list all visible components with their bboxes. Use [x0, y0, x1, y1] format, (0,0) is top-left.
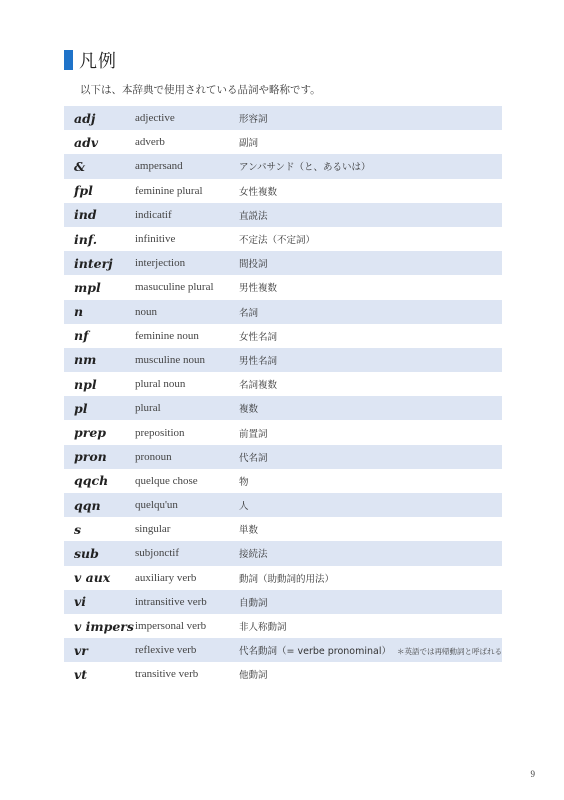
english-term: musculine noun: [135, 353, 205, 366]
japanese-term: 女性名詞: [239, 331, 278, 343]
japanese-term: 直説法: [239, 210, 268, 222]
english-term: singular: [135, 523, 171, 536]
japanese-cell: [239, 377, 277, 391]
english-term: ampersand: [135, 160, 183, 173]
japanese-term: 形容詞: [239, 114, 268, 126]
japanese-term: 間投詞: [239, 259, 268, 271]
table-row: [64, 493, 502, 517]
english-term: preposition: [135, 426, 185, 439]
english-term: quelqu'un: [135, 499, 178, 512]
english-term: reflexive verb: [135, 644, 197, 657]
abbreviation: qqn: [74, 497, 101, 513]
english-term: quelque chose: [135, 474, 198, 487]
japanese-cell: [239, 667, 268, 681]
table-row: [64, 396, 502, 420]
japanese-term: 他動詞: [239, 670, 268, 682]
japanese-term: 男性複数: [239, 283, 278, 295]
english-term: intransitive verb: [135, 595, 207, 608]
japanese-cell: [239, 305, 258, 319]
section-heading: [64, 49, 117, 71]
japanese-term: 複数: [239, 404, 259, 416]
japanese-cell: [239, 208, 268, 222]
abbreviation: vi: [74, 594, 87, 610]
english-term: feminine plural: [135, 184, 203, 197]
english-term: transitive verb: [135, 668, 199, 681]
english-term: subjonctif: [135, 547, 179, 560]
japanese-term: 代名動詞（= verbe pronominal）: [239, 646, 391, 658]
japanese-cell: [239, 232, 315, 246]
abbreviation: fpl: [74, 183, 93, 199]
japanese-term: 男性名詞: [239, 355, 278, 367]
japanese-term: 単数: [239, 525, 259, 537]
english-term: infinitive: [135, 233, 176, 246]
japanese-cell: [239, 256, 268, 270]
table-row: [64, 179, 502, 203]
japanese-term: 名詞複数: [239, 380, 278, 392]
japanese-cell: [239, 498, 249, 512]
japanese-cell: [239, 643, 502, 657]
japanese-cell: [239, 111, 268, 125]
japanese-term: 不定法（不定詞）: [239, 235, 316, 247]
abbreviation: nf: [74, 328, 89, 344]
english-term: interjection: [135, 257, 186, 270]
japanese-term: 人: [239, 501, 249, 513]
japanese-term: 名詞: [239, 307, 259, 319]
abbreviation: interj: [74, 255, 113, 271]
table-row: [64, 445, 502, 469]
japanese-term: 非人称動詞: [239, 622, 287, 634]
japanese-cell: [239, 474, 249, 488]
abbreviation: prep: [74, 425, 107, 441]
abbreviation: v impers: [74, 618, 134, 634]
japanese-cell: [239, 426, 268, 440]
abbreviation: npl: [74, 376, 97, 392]
japanese-cell: [239, 329, 277, 343]
table-row: [64, 130, 502, 154]
english-term: feminine noun: [135, 329, 199, 342]
abbreviation: inf.: [74, 231, 98, 247]
english-term: impersonal verb: [135, 620, 207, 633]
japanese-cell: [239, 450, 268, 464]
table-row: [64, 420, 502, 444]
japanese-term: アンパサンド（と、あるいは）: [239, 162, 371, 174]
table-row: [64, 662, 502, 686]
abbreviation: v aux: [74, 570, 111, 586]
japanese-cell: [239, 159, 370, 173]
japanese-term: 接続法: [239, 549, 268, 561]
abbreviation: qqch: [74, 473, 109, 489]
japanese-cell: [239, 619, 287, 633]
table-row: [64, 541, 502, 565]
table-row: [64, 517, 502, 541]
english-term: plural noun: [135, 378, 186, 391]
english-term: pronoun: [135, 450, 172, 463]
abbreviation: vr: [74, 642, 88, 658]
abbreviation: adv: [74, 134, 99, 150]
japanese-cell: [239, 522, 258, 536]
japanese-cell: [239, 280, 277, 294]
table-row: [64, 372, 502, 396]
abbreviation: pron: [74, 449, 107, 465]
english-term: masuculine plural: [135, 281, 214, 294]
japanese-cell: [239, 571, 334, 585]
japanese-cell: [239, 546, 268, 560]
abbreviation: nm: [74, 352, 97, 368]
english-term: adverb: [135, 136, 165, 149]
table-row: [64, 203, 502, 227]
table-row: [64, 251, 502, 275]
japanese-term: 物: [239, 476, 249, 488]
table-row: [64, 614, 502, 638]
table-row: [64, 566, 502, 590]
table-row: [64, 348, 502, 372]
japanese-term: 代名詞: [239, 452, 268, 464]
table-row: [64, 590, 502, 614]
table-row: [64, 638, 502, 662]
legend-table: [64, 106, 502, 687]
table-row: [64, 106, 502, 130]
page-title: 凡例: [79, 51, 117, 72]
table-row: [64, 154, 502, 178]
table-row: [64, 469, 502, 493]
abbreviation: s: [74, 521, 82, 537]
table-row: [64, 275, 502, 299]
japanese-term: 自動詞: [239, 597, 268, 609]
abbreviation: n: [74, 304, 84, 320]
page-number: 9: [530, 769, 535, 779]
english-term: auxiliary verb: [135, 571, 197, 584]
abbreviation: ind: [74, 207, 97, 223]
japanese-cell: [239, 595, 268, 609]
abbreviation: mpl: [74, 279, 101, 295]
intro-text: 以下は、本辞典で使用されている品詞や略称です。: [80, 84, 321, 96]
japanese-term: 副詞: [239, 138, 259, 150]
abbreviation: pl: [74, 400, 88, 416]
table-row: [64, 227, 502, 251]
english-term: plural: [135, 402, 161, 415]
japanese-term: 前置詞: [239, 428, 268, 440]
japanese-term: 動詞（助動詞的用法）: [239, 573, 335, 585]
japanese-term: 女性複数: [239, 186, 278, 198]
japanese-cell: [239, 135, 258, 149]
english-term: indicatif: [135, 208, 172, 221]
table-row: [64, 324, 502, 348]
english-term: noun: [135, 305, 157, 318]
japanese-cell: [239, 184, 277, 198]
japanese-cell: [239, 353, 277, 367]
japanese-cell: [239, 401, 258, 415]
abbreviation: sub: [74, 545, 99, 561]
heading-accent-bar: [64, 50, 73, 70]
english-term: adjective: [135, 112, 175, 125]
abbreviation: adj: [74, 110, 96, 126]
term-note: ＊英語では再帰動詞と呼ばれる: [397, 647, 502, 657]
table-row: [64, 300, 502, 324]
abbreviation: vt: [74, 666, 88, 682]
abbreviation: &: [74, 158, 86, 174]
